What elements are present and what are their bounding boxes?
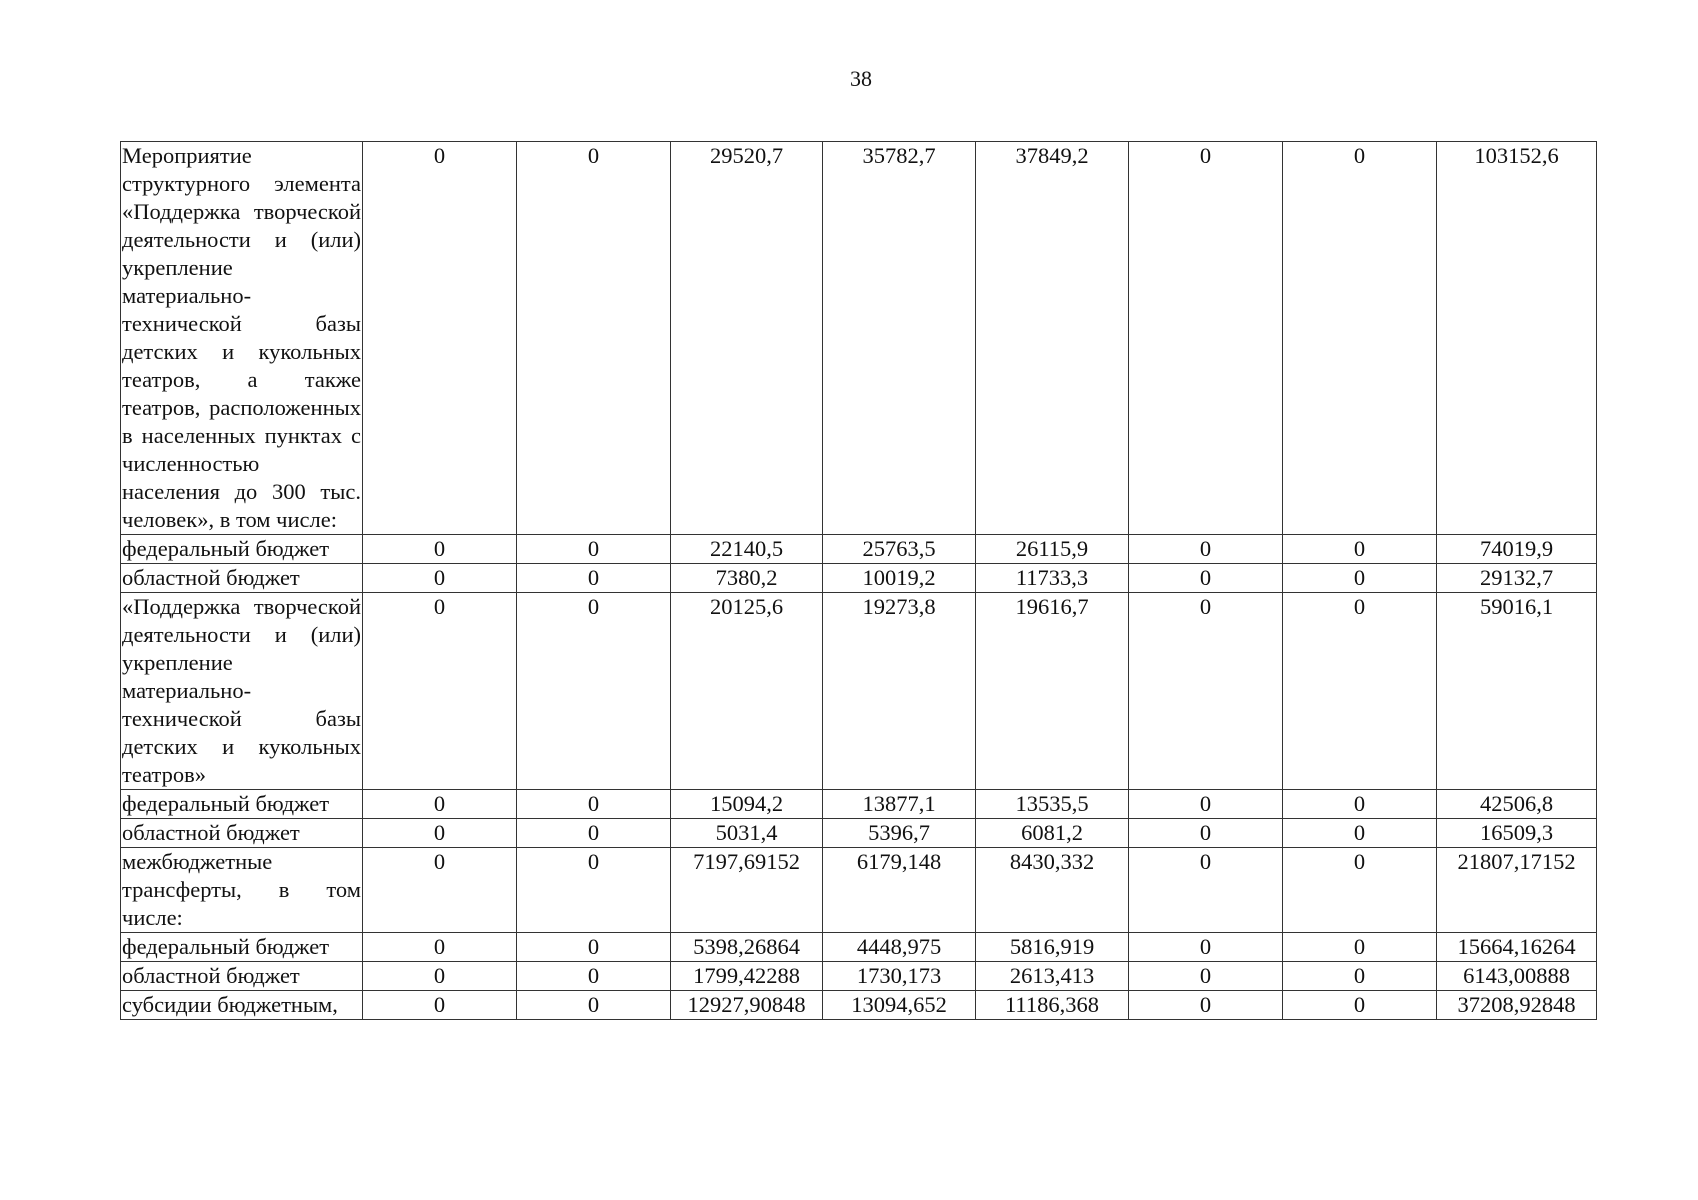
value-cell: 0	[1129, 564, 1283, 593]
value-cell: 0	[1129, 142, 1283, 535]
value-cell: 35782,7	[823, 142, 976, 535]
value-cell: 0	[363, 819, 517, 848]
value-cell: 0	[363, 142, 517, 535]
value-cell: 0	[517, 991, 671, 1020]
total-cell: 37208,92848	[1437, 991, 1597, 1020]
value-cell: 0	[1129, 991, 1283, 1020]
value-cell: 5031,4	[671, 819, 823, 848]
value-cell: 0	[1283, 790, 1437, 819]
table-row	[121, 564, 1597, 593]
row-label: «Поддержка творческой деятельности и (или) укрепление материально-технической базы детских и кукольных театров»	[121, 593, 363, 790]
table-row	[121, 991, 1597, 1020]
total-cell: 16509,3	[1437, 819, 1597, 848]
value-cell: 0	[1283, 933, 1437, 962]
value-cell: 0	[1129, 535, 1283, 564]
row-label: областной бюджет	[121, 564, 363, 593]
value-cell: 26115,9	[976, 535, 1129, 564]
total-cell: 42506,8	[1437, 790, 1597, 819]
row-label: Мероприятие структурного элемента «Поддержка творческой деятельности и (или) укрепление материально-технической базы детских и кукольных театров, а также театров, расположенных в населенных пунктах с численностью населения до 300 тыс. человек», в том числе:	[121, 142, 363, 535]
value-cell: 1730,173	[823, 962, 976, 991]
value-cell: 15094,2	[671, 790, 823, 819]
value-cell: 0	[363, 535, 517, 564]
total-cell: 59016,1	[1437, 593, 1597, 790]
value-cell: 0	[363, 962, 517, 991]
value-cell: 0	[517, 564, 671, 593]
value-cell: 6081,2	[976, 819, 1129, 848]
row-label: федеральный бюджет	[121, 933, 363, 962]
total-cell: 29132,7	[1437, 564, 1597, 593]
value-cell: 5398,26864	[671, 933, 823, 962]
value-cell: 19616,7	[976, 593, 1129, 790]
table-row	[121, 535, 1597, 564]
value-cell: 0	[1129, 593, 1283, 790]
value-cell: 0	[517, 535, 671, 564]
value-cell: 1799,42288	[671, 962, 823, 991]
value-cell: 0	[1129, 933, 1283, 962]
value-cell: 0	[1283, 819, 1437, 848]
value-cell: 20125,6	[671, 593, 823, 790]
value-cell: 7197,69152	[671, 848, 823, 933]
total-cell: 21807,17152	[1437, 848, 1597, 933]
value-cell: 0	[1283, 564, 1437, 593]
value-cell: 0	[1129, 790, 1283, 819]
value-cell: 5396,7	[823, 819, 976, 848]
value-cell: 4448,975	[823, 933, 976, 962]
value-cell: 19273,8	[823, 593, 976, 790]
value-cell: 0	[517, 142, 671, 535]
value-cell: 0	[1129, 819, 1283, 848]
row-label: областной бюджет	[121, 819, 363, 848]
value-cell: 0	[1283, 991, 1437, 1020]
value-cell: 0	[517, 819, 671, 848]
value-cell: 0	[517, 962, 671, 991]
value-cell: 0	[363, 933, 517, 962]
value-cell: 0	[363, 564, 517, 593]
value-cell: 11186,368	[976, 991, 1129, 1020]
total-cell: 15664,16264	[1437, 933, 1597, 962]
value-cell: 0	[363, 593, 517, 790]
value-cell: 13094,652	[823, 991, 976, 1020]
value-cell: 0	[1283, 848, 1437, 933]
table-row	[121, 790, 1597, 819]
value-cell: 8430,332	[976, 848, 1129, 933]
value-cell: 6179,148	[823, 848, 976, 933]
value-cell: 0	[517, 593, 671, 790]
value-cell: 0	[1283, 142, 1437, 535]
table-row	[121, 593, 1597, 790]
value-cell: 2613,413	[976, 962, 1129, 991]
value-cell: 29520,7	[671, 142, 823, 535]
value-cell: 11733,3	[976, 564, 1129, 593]
value-cell: 5816,919	[976, 933, 1129, 962]
value-cell: 0	[363, 848, 517, 933]
value-cell: 0	[517, 790, 671, 819]
budget-table	[120, 141, 1597, 1020]
row-label: федеральный бюджет	[121, 790, 363, 819]
value-cell: 13877,1	[823, 790, 976, 819]
value-cell: 0	[363, 790, 517, 819]
value-cell: 0	[1283, 962, 1437, 991]
value-cell: 10019,2	[823, 564, 976, 593]
value-cell: 0	[1129, 962, 1283, 991]
table-row	[121, 962, 1597, 991]
table-row	[121, 142, 1597, 535]
value-cell: 0	[1283, 535, 1437, 564]
value-cell: 0	[1283, 593, 1437, 790]
value-cell: 0	[363, 991, 517, 1020]
table-row	[121, 819, 1597, 848]
value-cell: 22140,5	[671, 535, 823, 564]
value-cell: 0	[517, 933, 671, 962]
table-row	[121, 848, 1597, 933]
row-label: федеральный бюджет	[121, 535, 363, 564]
total-cell: 6143,00888	[1437, 962, 1597, 991]
value-cell: 0	[517, 848, 671, 933]
value-cell: 13535,5	[976, 790, 1129, 819]
value-cell: 7380,2	[671, 564, 823, 593]
total-cell: 103152,6	[1437, 142, 1597, 535]
value-cell: 12927,90848	[671, 991, 823, 1020]
total-cell: 74019,9	[1437, 535, 1597, 564]
value-cell: 25763,5	[823, 535, 976, 564]
page-number: 38	[850, 66, 872, 91]
row-label: субсидии бюджетным,	[121, 991, 363, 1020]
row-label: межбюджетные трансферты, в том числе:	[121, 848, 363, 933]
table-row	[121, 933, 1597, 962]
row-label: областной бюджет	[121, 962, 363, 991]
value-cell: 37849,2	[976, 142, 1129, 535]
value-cell: 0	[1129, 848, 1283, 933]
